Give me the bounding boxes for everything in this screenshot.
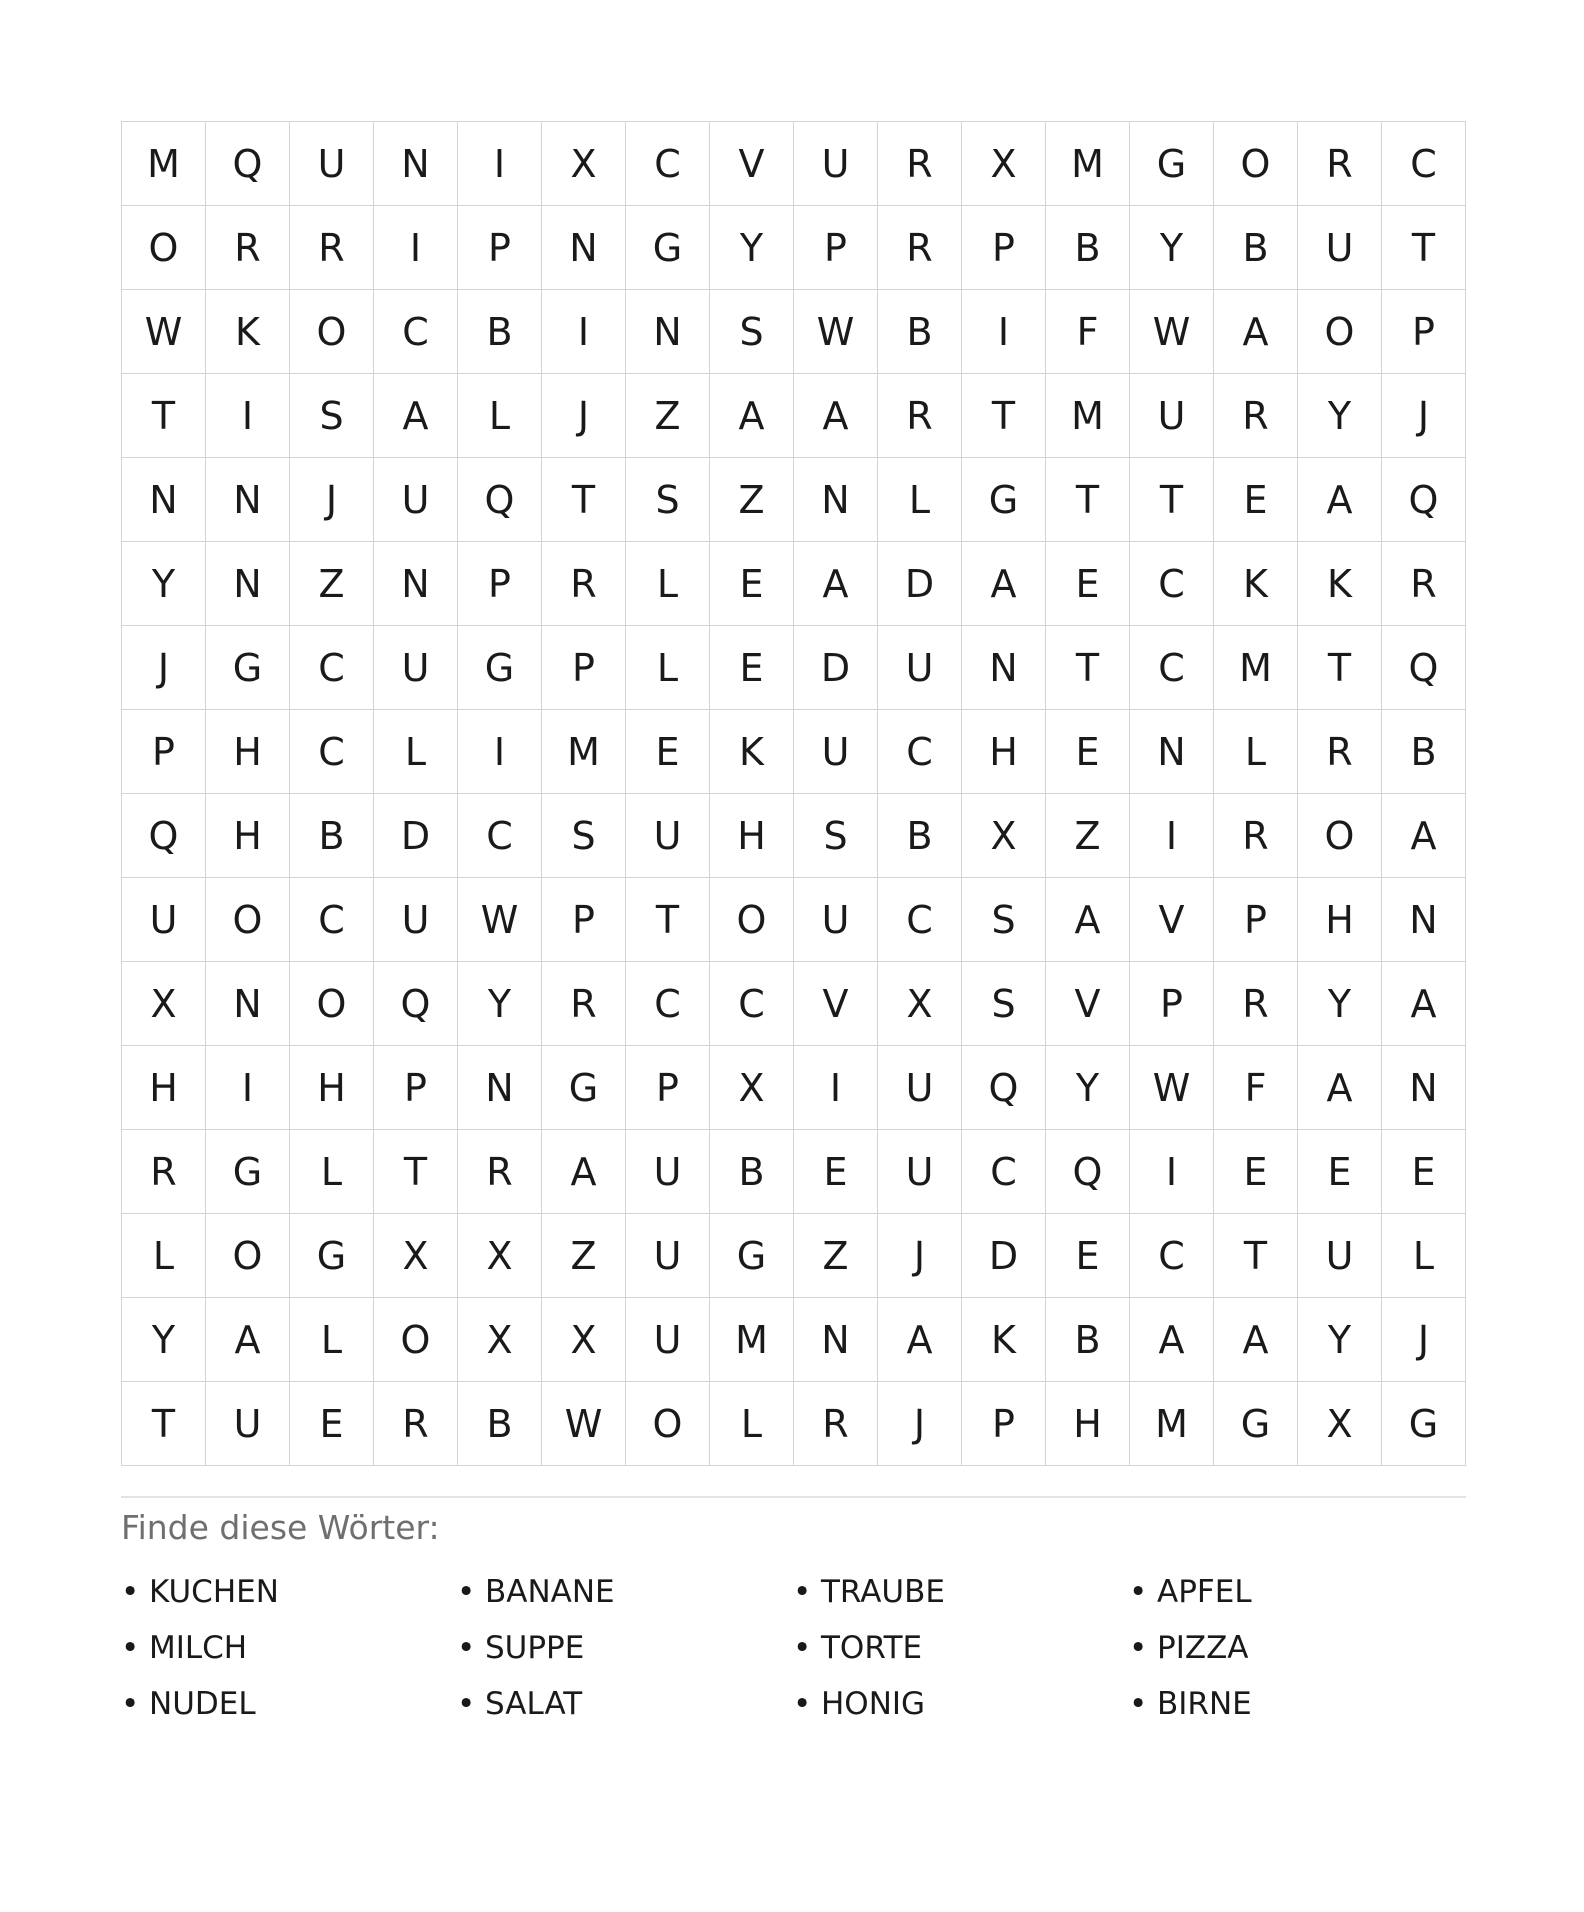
grid-cell[interactable]: I xyxy=(374,206,458,290)
grid-cell[interactable]: A xyxy=(710,374,794,458)
grid-cell[interactable]: W xyxy=(794,290,878,374)
grid-cell[interactable]: C xyxy=(290,626,374,710)
grid-cell[interactable]: A xyxy=(1382,962,1466,1046)
grid-cell[interactable]: C xyxy=(878,710,962,794)
grid-cell[interactable]: G xyxy=(542,1046,626,1130)
grid-cell[interactable]: N xyxy=(626,290,710,374)
grid-cell[interactable]: D xyxy=(374,794,458,878)
grid-cell[interactable]: L xyxy=(878,458,962,542)
grid-cell[interactable]: M xyxy=(542,710,626,794)
word-label: KUCHEN xyxy=(149,1574,279,1610)
grid-cell[interactable]: R xyxy=(1298,710,1382,794)
grid-cell[interactable]: N xyxy=(794,1298,878,1382)
grid-cell[interactable]: B xyxy=(458,290,542,374)
word-label: BANANE xyxy=(485,1574,615,1610)
grid-cell[interactable]: A xyxy=(1214,290,1298,374)
grid-cell[interactable]: Y xyxy=(1298,1298,1382,1382)
grid-cell[interactable]: A xyxy=(794,542,878,626)
word-label: MILCH xyxy=(149,1630,248,1666)
grid-cell[interactable]: X xyxy=(710,1046,794,1130)
grid-cell[interactable]: J xyxy=(542,374,626,458)
grid-cell[interactable]: P xyxy=(1382,290,1466,374)
word-label: APFEL xyxy=(1157,1574,1252,1610)
grid-cell[interactable]: B xyxy=(878,794,962,878)
grid-cell[interactable]: P xyxy=(122,710,206,794)
grid-cell[interactable]: Y xyxy=(1130,206,1214,290)
grid-cell[interactable]: T xyxy=(122,374,206,458)
grid-cell[interactable]: N xyxy=(206,458,290,542)
grid-cell[interactable]: J xyxy=(878,1214,962,1298)
grid-cell[interactable]: K xyxy=(1214,542,1298,626)
bullet-icon: • xyxy=(121,1686,140,1722)
grid-cell[interactable]: T xyxy=(1130,458,1214,542)
grid-cell[interactable]: M xyxy=(1046,122,1130,206)
grid-cell[interactable]: S xyxy=(542,794,626,878)
word-list-item xyxy=(121,1620,457,1676)
grid-cell[interactable]: U xyxy=(290,122,374,206)
grid-cell[interactable]: C xyxy=(962,1130,1046,1214)
grid-cell[interactable]: I xyxy=(458,710,542,794)
grid-cell[interactable]: C xyxy=(458,794,542,878)
grid-cell[interactable]: X xyxy=(878,962,962,1046)
grid-cell[interactable]: E xyxy=(1382,1130,1466,1214)
grid-cell[interactable]: B xyxy=(458,1382,542,1466)
divider xyxy=(121,1496,1466,1498)
grid-cell[interactable]: N xyxy=(374,122,458,206)
grid-cell[interactable]: G xyxy=(1130,122,1214,206)
bullet-icon: • xyxy=(121,1630,140,1666)
grid-cell[interactable]: Q xyxy=(206,122,290,206)
grid-cell[interactable]: W xyxy=(1130,1046,1214,1130)
grid-cell[interactable]: G xyxy=(1214,1382,1298,1466)
grid-cell[interactable]: L xyxy=(626,626,710,710)
grid-cell[interactable]: E xyxy=(794,1130,878,1214)
grid-cell[interactable]: H xyxy=(290,1046,374,1130)
grid-cell[interactable]: Z xyxy=(626,374,710,458)
grid-cell[interactable]: J xyxy=(122,626,206,710)
grid-cell[interactable]: Y xyxy=(122,542,206,626)
grid-cell[interactable]: D xyxy=(962,1214,1046,1298)
grid-cell[interactable]: B xyxy=(1046,206,1130,290)
grid-cell[interactable]: O xyxy=(122,206,206,290)
grid-cell[interactable]: R xyxy=(206,206,290,290)
bullet-icon: • xyxy=(457,1686,476,1722)
grid-cell[interactable]: F xyxy=(1214,1046,1298,1130)
grid-cell[interactable]: P xyxy=(458,542,542,626)
grid-cell[interactable]: X xyxy=(458,1214,542,1298)
grid-cell[interactable]: U xyxy=(122,878,206,962)
grid-cell[interactable]: W xyxy=(1130,290,1214,374)
grid-cell[interactable]: H xyxy=(206,794,290,878)
grid-cell[interactable]: X xyxy=(542,1298,626,1382)
grid-cell[interactable]: Y xyxy=(458,962,542,1046)
grid-cell[interactable]: Z xyxy=(1046,794,1130,878)
grid-cell[interactable]: T xyxy=(962,374,1046,458)
grid-cell[interactable]: Y xyxy=(710,206,794,290)
grid-cell[interactable]: A xyxy=(1298,458,1382,542)
grid-cell[interactable]: P xyxy=(542,626,626,710)
grid-cell[interactable]: X xyxy=(542,122,626,206)
grid-cell[interactable]: K xyxy=(206,290,290,374)
grid-cell[interactable]: C xyxy=(626,122,710,206)
bullet-icon: • xyxy=(793,1574,812,1610)
grid-cell[interactable]: H xyxy=(122,1046,206,1130)
grid-cell[interactable]: L xyxy=(458,374,542,458)
grid-cell[interactable]: H xyxy=(1298,878,1382,962)
grid-cell[interactable]: F xyxy=(1046,290,1130,374)
grid-cell[interactable]: U xyxy=(878,1130,962,1214)
grid-cell[interactable]: P xyxy=(1214,878,1298,962)
grid-cell[interactable]: D xyxy=(878,542,962,626)
grid-cell[interactable]: T xyxy=(1298,626,1382,710)
grid-cell[interactable]: R xyxy=(794,1382,878,1466)
grid-cell[interactable]: L xyxy=(710,1382,794,1466)
grid-cell[interactable]: E xyxy=(710,626,794,710)
grid-cell[interactable]: A xyxy=(794,374,878,458)
grid-cell[interactable]: R xyxy=(1214,794,1298,878)
grid-cell[interactable]: K xyxy=(710,710,794,794)
grid-cell[interactable]: O xyxy=(1298,290,1382,374)
grid-cell[interactable]: J xyxy=(1382,1298,1466,1382)
grid-cell[interactable]: A xyxy=(1214,1298,1298,1382)
grid-cell[interactable]: O xyxy=(626,1382,710,1466)
grid-cell[interactable]: N xyxy=(458,1046,542,1130)
grid-cell[interactable]: J xyxy=(878,1382,962,1466)
grid-cell[interactable]: G xyxy=(626,206,710,290)
grid-cell[interactable]: D xyxy=(794,626,878,710)
grid-cell[interactable]: M xyxy=(1046,374,1130,458)
grid-cell[interactable]: Y xyxy=(1298,374,1382,458)
bullet-icon: • xyxy=(793,1630,812,1666)
grid-cell[interactable]: A xyxy=(878,1298,962,1382)
word-list-item xyxy=(793,1564,1129,1620)
grid-cell[interactable]: E xyxy=(1214,458,1298,542)
grid-cell[interactable]: E xyxy=(1214,1130,1298,1214)
grid-cell[interactable]: E xyxy=(1298,1130,1382,1214)
grid-cell[interactable]: N xyxy=(206,542,290,626)
grid-cell[interactable]: B xyxy=(290,794,374,878)
grid-cell[interactable]: I xyxy=(542,290,626,374)
grid-cell[interactable]: R xyxy=(878,374,962,458)
grid-cell[interactable]: H xyxy=(962,710,1046,794)
grid-cell[interactable]: X xyxy=(122,962,206,1046)
grid-cell[interactable]: V xyxy=(1130,878,1214,962)
grid-cell[interactable]: H xyxy=(206,710,290,794)
grid-cell[interactable]: N xyxy=(1382,878,1466,962)
grid-cell[interactable]: I xyxy=(206,1046,290,1130)
grid-cell[interactable]: Y xyxy=(1046,1046,1130,1130)
grid-cell[interactable]: I xyxy=(962,290,1046,374)
grid-cell[interactable]: V xyxy=(710,122,794,206)
grid-cell[interactable]: R xyxy=(1298,122,1382,206)
grid-cell[interactable]: C xyxy=(374,290,458,374)
grid-cell[interactable]: L xyxy=(626,542,710,626)
grid-cell[interactable]: A xyxy=(1046,878,1130,962)
grid-cell[interactable]: L xyxy=(122,1214,206,1298)
grid-cell[interactable]: Q xyxy=(1382,626,1466,710)
grid-cell[interactable]: Y xyxy=(1298,962,1382,1046)
grid-cell[interactable]: E xyxy=(1046,1214,1130,1298)
word-list-prompt: Finde diese Wörter: xyxy=(121,1508,440,1547)
grid-cell[interactable]: Q xyxy=(458,458,542,542)
grid-cell[interactable]: T xyxy=(542,458,626,542)
grid-cell[interactable]: C xyxy=(1130,542,1214,626)
grid-cell[interactable]: W xyxy=(122,290,206,374)
grid-cell[interactable]: R xyxy=(878,122,962,206)
word-label: SALAT xyxy=(485,1686,583,1722)
grid-cell[interactable]: G xyxy=(290,1214,374,1298)
grid-cell[interactable]: C xyxy=(290,878,374,962)
grid-cell[interactable]: X xyxy=(374,1214,458,1298)
grid-cell[interactable]: T xyxy=(374,1130,458,1214)
grid-cell[interactable]: R xyxy=(1214,374,1298,458)
word-list-item xyxy=(121,1676,457,1732)
grid-cell[interactable]: E xyxy=(710,542,794,626)
grid-cell[interactable]: G xyxy=(1382,1382,1466,1466)
grid-cell[interactable]: L xyxy=(1214,710,1298,794)
grid-cell[interactable]: R xyxy=(878,206,962,290)
grid-cell[interactable]: N xyxy=(374,542,458,626)
word-list-item xyxy=(1129,1564,1465,1620)
bullet-icon: • xyxy=(1129,1630,1148,1666)
grid-cell[interactable]: V xyxy=(794,962,878,1046)
grid-cell[interactable]: U xyxy=(794,878,878,962)
grid-cell[interactable]: C xyxy=(1130,626,1214,710)
grid-cell[interactable]: J xyxy=(1382,374,1466,458)
grid-cell[interactable]: O xyxy=(206,878,290,962)
grid-cell[interactable]: N xyxy=(794,458,878,542)
grid-cell[interactable]: N xyxy=(1130,710,1214,794)
grid-cell[interactable]: U xyxy=(794,122,878,206)
grid-cell[interactable]: A xyxy=(206,1298,290,1382)
grid-cell[interactable]: C xyxy=(290,710,374,794)
grid-cell[interactable]: L xyxy=(374,710,458,794)
bullet-icon: • xyxy=(1129,1686,1148,1722)
grid-cell[interactable]: C xyxy=(710,962,794,1046)
grid-cell[interactable]: E xyxy=(290,1382,374,1466)
grid-cell[interactable]: B xyxy=(878,290,962,374)
word-list-item xyxy=(121,1564,457,1620)
grid-cell[interactable]: X xyxy=(962,794,1046,878)
grid-cell[interactable]: P xyxy=(374,1046,458,1130)
grid-cell[interactable]: Q xyxy=(374,962,458,1046)
word-label: SUPPE xyxy=(485,1630,585,1666)
grid-cell[interactable]: K xyxy=(1298,542,1382,626)
grid-cell[interactable]: N xyxy=(122,458,206,542)
grid-cell[interactable]: L xyxy=(290,1130,374,1214)
grid-cell[interactable]: P xyxy=(458,206,542,290)
grid-cell[interactable]: E xyxy=(1046,542,1130,626)
word-list-item xyxy=(1129,1676,1465,1732)
grid-cell[interactable]: U xyxy=(1298,206,1382,290)
grid-cell[interactable]: O xyxy=(1214,122,1298,206)
grid-cell[interactable]: P xyxy=(542,878,626,962)
grid-cell[interactable]: P xyxy=(626,1046,710,1130)
grid-cell[interactable]: W xyxy=(458,878,542,962)
grid-cell[interactable]: T xyxy=(1046,626,1130,710)
grid-cell[interactable]: S xyxy=(962,962,1046,1046)
grid-cell[interactable]: T xyxy=(626,878,710,962)
word-list-item xyxy=(1129,1620,1465,1676)
grid-cell[interactable]: I xyxy=(206,374,290,458)
grid-cell[interactable]: S xyxy=(626,458,710,542)
grid-cell[interactable]: G xyxy=(962,458,1046,542)
letter-grid xyxy=(121,121,1466,1466)
grid-cell[interactable]: S xyxy=(290,374,374,458)
bullet-icon: • xyxy=(457,1630,476,1666)
grid-cell[interactable]: P xyxy=(962,206,1046,290)
grid-cell[interactable]: X xyxy=(1298,1382,1382,1466)
grid-cell[interactable]: C xyxy=(1130,1214,1214,1298)
grid-cell[interactable]: B xyxy=(1046,1298,1130,1382)
grid-cell[interactable]: I xyxy=(1130,794,1214,878)
word-list-item xyxy=(457,1564,793,1620)
grid-cell[interactable]: Z xyxy=(290,542,374,626)
grid-cell[interactable]: W xyxy=(542,1382,626,1466)
grid-cell[interactable]: U xyxy=(626,1298,710,1382)
grid-cell[interactable]: X xyxy=(458,1298,542,1382)
grid-cell[interactable]: O xyxy=(710,878,794,962)
word-label: TORTE xyxy=(821,1630,923,1666)
grid-cell[interactable]: N xyxy=(542,206,626,290)
grid-cell[interactable]: Q xyxy=(122,794,206,878)
grid-cell[interactable]: U xyxy=(374,878,458,962)
grid-cell[interactable]: M xyxy=(122,122,206,206)
grid-cell[interactable]: A xyxy=(1130,1298,1214,1382)
grid-cell[interactable]: A xyxy=(542,1130,626,1214)
grid-cell[interactable]: A xyxy=(1382,794,1466,878)
grid-cell[interactable]: R xyxy=(290,206,374,290)
grid-cell[interactable]: C xyxy=(878,878,962,962)
grid-cell[interactable]: Z xyxy=(542,1214,626,1298)
grid-cell[interactable]: O xyxy=(1298,794,1382,878)
grid-cell[interactable]: M xyxy=(1130,1382,1214,1466)
grid-cell[interactable]: Q xyxy=(1382,458,1466,542)
grid-cell[interactable]: Q xyxy=(962,1046,1046,1130)
grid-cell[interactable]: A xyxy=(374,374,458,458)
word-list-item xyxy=(793,1676,1129,1732)
grid-cell[interactable]: C xyxy=(626,962,710,1046)
grid-cell[interactable]: R xyxy=(1382,542,1466,626)
grid-cell[interactable]: R xyxy=(542,962,626,1046)
grid-cell[interactable]: N xyxy=(1382,1046,1466,1130)
grid-cell[interactable]: P xyxy=(794,206,878,290)
grid-cell[interactable]: R xyxy=(458,1130,542,1214)
grid-cell[interactable]: U xyxy=(1298,1214,1382,1298)
grid-cell[interactable]: K xyxy=(962,1298,1046,1382)
bullet-icon: • xyxy=(457,1574,476,1610)
grid-cell[interactable]: C xyxy=(1382,122,1466,206)
grid-cell[interactable]: G xyxy=(206,1130,290,1214)
word-label: PIZZA xyxy=(1157,1630,1249,1666)
grid-cell[interactable]: O xyxy=(374,1298,458,1382)
grid-cell[interactable]: U xyxy=(794,710,878,794)
grid-cell[interactable]: S xyxy=(962,878,1046,962)
grid-cell[interactable]: Q xyxy=(1046,1130,1130,1214)
grid-cell[interactable]: U xyxy=(374,626,458,710)
grid-cell[interactable]: E xyxy=(626,710,710,794)
grid-cell[interactable]: A xyxy=(1298,1046,1382,1130)
grid-cell[interactable]: U xyxy=(206,1382,290,1466)
grid-cell[interactable]: I xyxy=(458,122,542,206)
word-label: TRAUBE xyxy=(821,1574,945,1610)
grid-cell[interactable]: O xyxy=(206,1214,290,1298)
bullet-icon: • xyxy=(1129,1574,1148,1610)
grid-cell[interactable]: O xyxy=(290,290,374,374)
grid-cell[interactable]: P xyxy=(962,1382,1046,1466)
word-label: BIRNE xyxy=(1157,1686,1252,1722)
grid-cell[interactable]: Z xyxy=(794,1214,878,1298)
grid-cell[interactable]: M xyxy=(710,1298,794,1382)
grid-cell[interactable]: T xyxy=(1046,458,1130,542)
grid-cell[interactable]: U xyxy=(878,1046,962,1130)
grid-cell[interactable]: I xyxy=(794,1046,878,1130)
grid-cell[interactable]: S xyxy=(710,290,794,374)
grid-cell[interactable]: V xyxy=(1046,962,1130,1046)
grid-cell[interactable]: R xyxy=(542,542,626,626)
word-list-item xyxy=(457,1676,793,1732)
grid-cell[interactable]: G xyxy=(458,626,542,710)
grid-cell[interactable]: Y xyxy=(122,1298,206,1382)
grid-cell[interactable]: U xyxy=(1130,374,1214,458)
grid-cell[interactable]: R xyxy=(122,1130,206,1214)
grid-cell[interactable]: H xyxy=(1046,1382,1130,1466)
grid-cell[interactable]: H xyxy=(710,794,794,878)
word-list-item xyxy=(793,1620,1129,1676)
grid-cell[interactable]: T xyxy=(1214,1214,1298,1298)
grid-cell[interactable]: B xyxy=(1382,710,1466,794)
grid-cell[interactable]: G xyxy=(206,626,290,710)
grid-cell[interactable]: L xyxy=(1382,1214,1466,1298)
grid-cell[interactable]: Z xyxy=(710,458,794,542)
grid-cell[interactable]: I xyxy=(1130,1130,1214,1214)
grid-cell[interactable]: U xyxy=(878,626,962,710)
grid-cell[interactable]: N xyxy=(962,626,1046,710)
word-label: HONIG xyxy=(821,1686,926,1722)
grid-cell[interactable]: M xyxy=(1214,626,1298,710)
grid-cell[interactable]: B xyxy=(710,1130,794,1214)
grid-cell[interactable]: N xyxy=(206,962,290,1046)
grid-cell[interactable]: U xyxy=(374,458,458,542)
grid-cell[interactable]: J xyxy=(290,458,374,542)
grid-cell[interactable]: R xyxy=(374,1382,458,1466)
bullet-icon: • xyxy=(793,1686,812,1722)
grid-cell[interactable]: L xyxy=(290,1298,374,1382)
grid-cell[interactable]: A xyxy=(962,542,1046,626)
word-list-item xyxy=(457,1620,793,1676)
grid-cell[interactable]: T xyxy=(122,1382,206,1466)
grid-cell[interactable]: U xyxy=(626,794,710,878)
grid-cell[interactable]: G xyxy=(710,1214,794,1298)
bullet-icon: • xyxy=(121,1574,140,1610)
grid-cell[interactable]: U xyxy=(626,1130,710,1214)
grid-cell[interactable]: U xyxy=(626,1214,710,1298)
grid-cell[interactable]: R xyxy=(1214,962,1298,1046)
grid-cell[interactable]: X xyxy=(962,122,1046,206)
grid-cell[interactable]: E xyxy=(1046,710,1130,794)
grid-cell[interactable]: T xyxy=(1382,206,1466,290)
word-label: NUDEL xyxy=(149,1686,256,1722)
grid-cell[interactable]: B xyxy=(1214,206,1298,290)
grid-cell[interactable]: P xyxy=(1130,962,1214,1046)
grid-cell[interactable]: S xyxy=(794,794,878,878)
grid-cell[interactable]: O xyxy=(290,962,374,1046)
word-list xyxy=(121,1564,1466,1732)
